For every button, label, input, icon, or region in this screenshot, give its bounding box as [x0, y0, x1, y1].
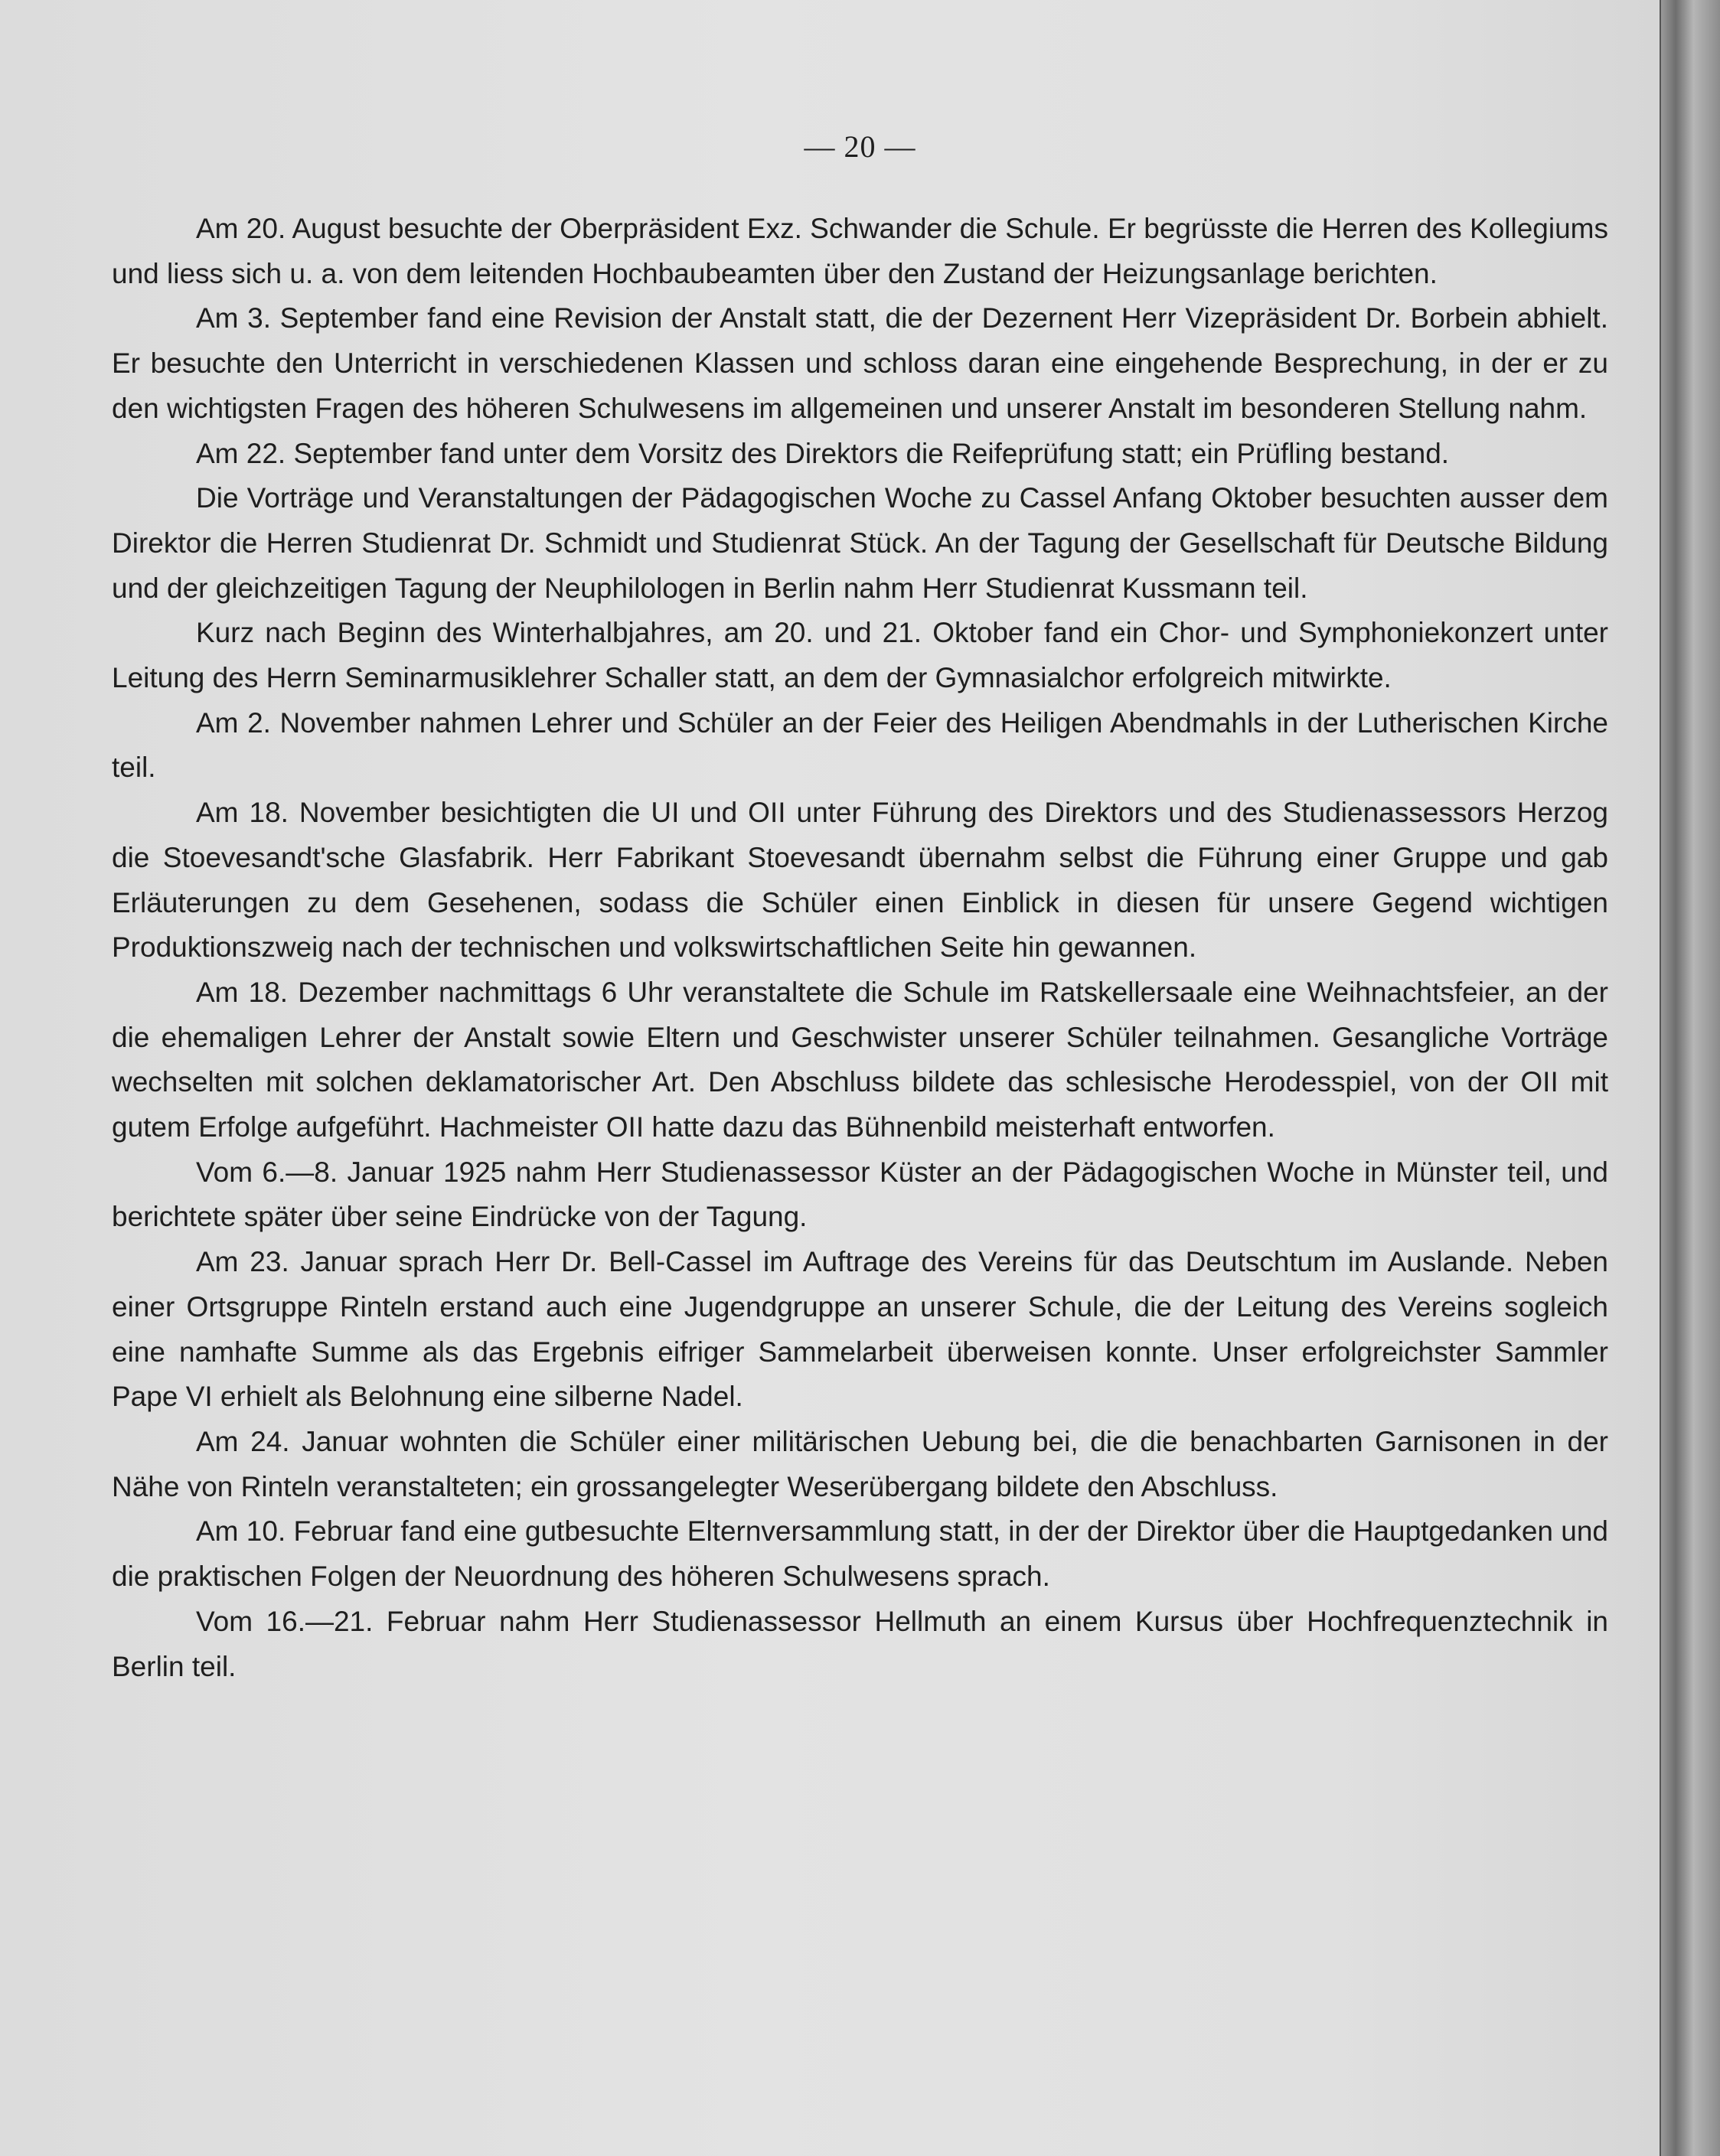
paragraph-12: Am 10. Februar fand eine gutbesuchte Elternversammlung statt, in der der Direktor über die Hauptgedanken und die praktischen Folgen der Neuordnung des höheren Schulwesens sprach. [112, 1515, 1608, 1593]
paragraph-2: Am 3. September fand eine Revision der Anstalt statt, die der Dezernent Herr Vizepräsident Dr. Borbein abhielt. Er besuchte den Unterricht in verschiedenen Klassen und schloss daran eine eingehende Besprechung, in der er zu den wichtigsten Fragen des höheren Schulwesens im allgemeinen und unserer Anstalt im besonderen Stellung nahm. [112, 302, 1608, 424]
page-number: — 20 — [804, 129, 916, 164]
paragraph-1: Am 20. August besuchte der Oberpräsident Exz. Schwander die Schule. Er begrüsste die Herren des Kollegiums und liess sich u. a. von dem leitenden Hochbaubeamten über den Zustand der Heizungsanlage berichten. [112, 213, 1608, 289]
paragraph-11: Am 24. Januar wohnten die Schüler einer militärischen Uebung bei, die die benachbarten Garnisonen in der Nähe von Rinteln veranstalteten; ein grossangelegter Weserübergang bildete den Abschluss. [112, 1425, 1608, 1502]
paragraph-13: Vom 16.—21. Februar nahm Herr Studienassessor Hellmuth an einem Kursus über Hochfrequenztechnik in Berlin teil. [112, 1605, 1608, 1682]
body-text [112, 207, 1608, 1689]
paragraph-3: Am 22. September fand unter dem Vorsitz des Direktors die Reifeprüfung statt; ein Prüfling bestand. [196, 437, 1450, 469]
paragraph-10: Am 23. Januar sprach Herr Dr. Bell-Cassel im Auftrage des Vereins für das Deutschtum im Auslande. Neben einer Ortsgruppe Rinteln erstand auch eine Jugendgruppe an unserer Schule, die der Leitung des Vereins sogleich eine namhafte Summe als das Ergebnis eifriger Sammelarbeit überweisen konnte. Unser erfolgreichster Sammler Pape VI erhielt als Belohnung eine silberne Nadel. [112, 1246, 1608, 1413]
paragraph-8: Am 18. Dezember nachmittags 6 Uhr veranstaltete die Schule im Ratskellersaale eine Weihnachtsfeier, an der die ehemaligen Lehrer der Anstalt sowie Eltern und Geschwister unserer Schüler teilnahmen. Gesangliche Vorträge wechselten mit solchen deklamatorischer Art. Den Abschluss bildete das schlesische Herodesspiel, von der OII mit gutem Erfolge aufgeführt. Hachmeister OII hatte dazu das Bühnenbild meisterhaft entworfen. [112, 976, 1608, 1143]
paragraph-4: Die Vorträge und Veranstaltungen der Pädagogischen Woche zu Cassel Anfang Oktober besuchten ausser dem Direktor die Herren Studienrat Dr. Schmidt und Studienrat Stück. An der Tagung der Gesellschaft für Deutsche Bildung und der gleichzeitigen Tagung der Neuphilologen in Berlin nahm Herr Studienrat Kussmann teil. [112, 482, 1608, 604]
paragraph-7: Am 18. November besichtigten die UI und OII unter Führung des Direktors und des Studienassessors Herzog die Stoevesandt'sche Glasfabrik. Herr Fabrikant Stoevesandt übernahm selbst die Führung einer Gruppe und gab Erläuterungen zu dem Gesehenen, sodass die Schüler einen Einblick in diesen für unsere Gegend wichtigen Produktionszweig nach der technischen und volkswirtschaftlichen Seite hin gewannen. [112, 797, 1608, 964]
paragraph-5: Kurz nach Beginn des Winterhalbjahres, am 20. und 21. Oktober fand ein Chor- und Symphoniekonzert unter Leitung des Herrn Seminarmusiklehrer Schaller statt, an dem der Gymnasialchor erfolgreich mitwirkte. [112, 617, 1608, 694]
paragraph-9: Vom 6.—8. Januar 1925 nahm Herr Studienassessor Küster an der Pädagogischen Woche in Münster teil, und berichtete später über seine Eindrücke von der Tagung. [112, 1156, 1608, 1233]
book-spine [1661, 0, 1720, 2156]
paragraph-6: Am 2. November nahmen Lehrer und Schüler an der Feier des Heiligen Abendmahls in der Lutherischen Kirche teil. [112, 706, 1608, 784]
